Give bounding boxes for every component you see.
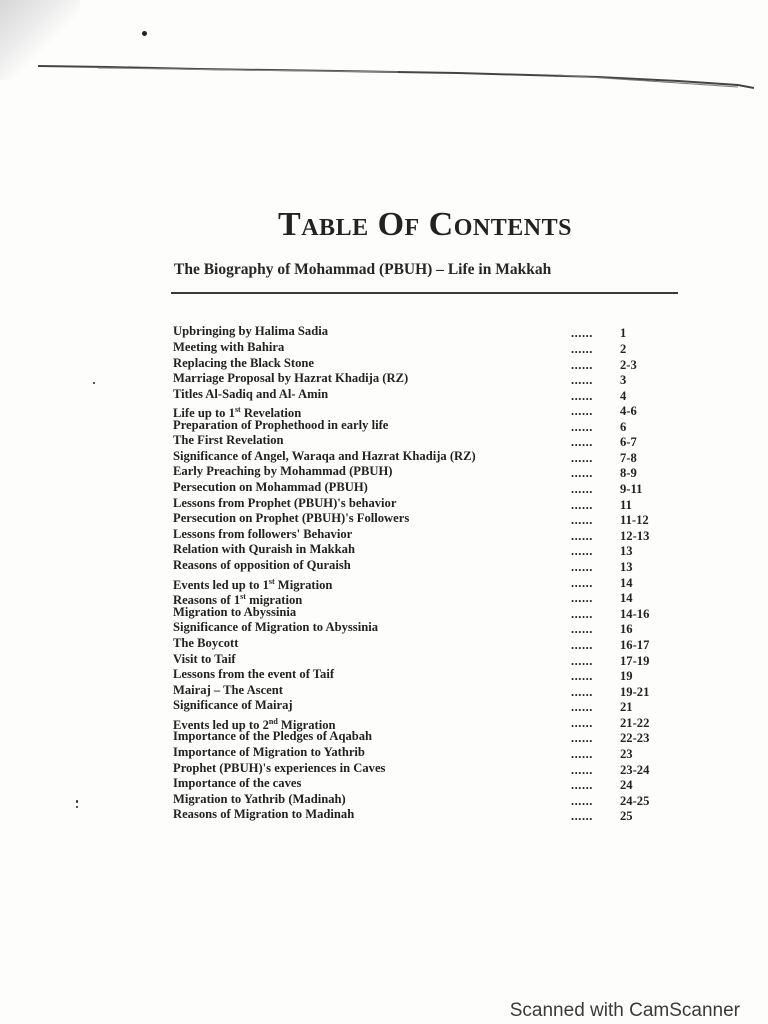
toc-entry <box>0 480 768 495</box>
toc-entry-page-number: 21-22 <box>620 716 650 730</box>
toc-entry-leader-dots: ...... <box>571 778 593 792</box>
toc-entry-page-number: 13 <box>620 544 633 558</box>
toc-entry-page-number: 4-6 <box>620 404 637 418</box>
toc-entry-title: Lessons from the event of Taif <box>173 667 335 681</box>
toc-entry-leader-dots: ...... <box>571 498 593 512</box>
toc-entry-page-number: 2-3 <box>620 358 637 372</box>
toc-entry-title: Importance of Migration to Yathrib <box>173 745 365 759</box>
toc-entry-leader-dots: ...... <box>571 622 593 636</box>
toc-entry-leader-dots: ...... <box>571 685 593 699</box>
toc-entry-leader-dots: ...... <box>571 420 593 434</box>
toc-entry-page-number: 16 <box>620 622 633 636</box>
toc-entry-leader-dots: ...... <box>571 435 593 449</box>
toc-entry-leader-dots: ...... <box>571 654 593 668</box>
toc-entry-page-number: 12-13 <box>620 529 650 543</box>
scan-edge-line <box>38 64 754 92</box>
toc-entry-title: Significance of Migration to Abyssinia <box>173 620 379 634</box>
toc-entry-leader-dots: ...... <box>571 404 593 418</box>
toc-entry-title: Significance of Angel, Waraqa and Hazrat Khadija (RZ) <box>173 449 476 463</box>
toc-entry-page-number: 24-25 <box>620 794 650 808</box>
toc-entry <box>0 605 768 620</box>
toc-entry-leader-dots: ...... <box>571 591 593 605</box>
toc-entry-page-number: 9-11 <box>620 482 643 496</box>
toc-entry <box>0 324 768 339</box>
toc-entry-title: Migration to Abyssinia <box>173 605 297 619</box>
page-title: Table Of Contents <box>278 206 572 243</box>
toc-entry <box>0 496 768 511</box>
toc-entry-leader-dots: ...... <box>571 482 593 496</box>
toc-entry-title: Persecution on Prophet (PBUH)'s Followers <box>173 511 410 525</box>
toc-entry-leader-dots: ...... <box>571 607 593 621</box>
toc-entry-leader-dots: ...... <box>571 794 593 808</box>
toc-entry-leader-dots: ...... <box>571 747 593 761</box>
toc-entry-page-number: 14 <box>620 576 633 590</box>
toc-entry-title: Life up to 1st Revelation <box>173 405 302 421</box>
toc-entry-title: Relation with Quraish in Makkah <box>173 542 355 556</box>
toc-entry-title: Reasons of 1st migration <box>173 592 303 608</box>
section-subtitle: The Biography of Mohammad (PBUH) – Life in Makkah <box>174 261 552 278</box>
toc-entry <box>0 558 768 573</box>
toc-entry <box>0 683 768 698</box>
toc-entry-title: Lessons from Prophet (PBUH)'s behavior <box>173 496 397 510</box>
toc-entry-page-number: 14 <box>620 591 633 605</box>
toc-entry-page-number: 22-23 <box>620 731 650 745</box>
toc-entry-title: Migration to Yathrib (Madinah) <box>173 792 346 806</box>
toc-entry-leader-dots: ...... <box>571 544 593 558</box>
toc-entry <box>0 776 768 791</box>
toc-entry-leader-dots: ...... <box>571 342 593 356</box>
toc-entry-page-number: 19 <box>620 669 633 683</box>
toc-entry <box>0 542 768 557</box>
toc-entry-title: Visit to Taif <box>173 652 236 666</box>
toc-entry <box>0 698 768 713</box>
toc-entry-title: Early Preaching by Mohammad (PBUH) <box>173 464 393 478</box>
toc-entry-page-number: 11-12 <box>620 513 649 527</box>
toc-entry <box>0 387 768 402</box>
toc-entry <box>0 449 768 464</box>
toc-entry-page-number: 8-9 <box>620 466 637 480</box>
toc-entry-title: Persecution on Mohammad (PBUH) <box>173 480 368 494</box>
toc-entry-page-number: 6-7 <box>620 435 637 449</box>
toc-entry-leader-dots: ...... <box>571 763 593 777</box>
toc-entry-page-number: 21 <box>620 700 633 714</box>
toc-entry-page-number: 11 <box>620 498 632 512</box>
toc-entry-title: Events led up to 1st Migration <box>173 577 333 593</box>
ordinal-suffix: st <box>234 405 241 414</box>
toc-entry-page-number: 23 <box>620 747 633 761</box>
toc-entry-title: Replacing the Black Stone <box>173 356 314 370</box>
toc-entry-title: Upbringing by Halima Sadia <box>173 324 329 338</box>
toc-entry <box>0 652 768 667</box>
toc-entry-title: Events led up to 2nd Migration <box>173 717 336 733</box>
toc-entry-page-number: 19-21 <box>620 685 650 699</box>
toc-entry-leader-dots: ...... <box>571 451 593 465</box>
toc-entry-title: Prophet (PBUH)'s experiences in Caves <box>173 761 386 775</box>
toc-entry-leader-dots: ...... <box>571 373 593 387</box>
toc-entry-leader-dots: ...... <box>571 358 593 372</box>
toc-entry <box>0 807 768 822</box>
toc-entry-title: Lessons from followers' Behavior <box>173 527 353 541</box>
toc-entry-leader-dots: ...... <box>571 731 593 745</box>
toc-entry <box>0 402 768 421</box>
toc-entry-page-number: 1 <box>620 326 627 340</box>
toc-entry <box>0 340 768 355</box>
toc-entry-title: The Boycott <box>173 636 239 650</box>
toc-entry-page-number: 2 <box>620 342 627 356</box>
toc-entry-leader-dots: ...... <box>571 529 593 543</box>
toc-entry <box>0 620 768 635</box>
toc-entry-leader-dots: ...... <box>571 809 593 823</box>
toc-entry-title: Importance of the caves <box>173 776 302 790</box>
toc-entry-title: Mairaj – The Ascent <box>173 683 283 697</box>
toc-entry <box>0 729 768 744</box>
toc-entry-leader-dots: ...... <box>571 638 593 652</box>
toc-entry-page-number: 23-24 <box>620 763 650 777</box>
toc-entry-title: Importance of the Pledges of Aqabah <box>173 729 373 743</box>
subtitle-underline <box>171 292 678 294</box>
toc-entry-leader-dots: ...... <box>571 326 593 340</box>
toc-entry <box>0 356 768 371</box>
toc-entry <box>0 589 768 608</box>
toc-entry-page-number: 6 <box>620 420 627 434</box>
toc-entry-title: Meeting with Bahira <box>173 340 285 354</box>
scan-speck <box>142 31 147 36</box>
toc-entry-title: Reasons of opposition of Quraish <box>173 558 351 572</box>
toc-entry-page-number: 24 <box>620 778 633 792</box>
scanner-watermark: Scanned with CamScanner <box>509 1000 740 1021</box>
ordinal-suffix: st <box>268 577 275 586</box>
toc-entry <box>0 511 768 526</box>
toc-entry-page-number: 16-17 <box>620 638 650 652</box>
toc-entry-leader-dots: ...... <box>571 513 593 527</box>
toc-entry-title: Preparation of Prophethood in early life <box>173 418 389 432</box>
toc-entry-title: Titles Al-Sadiq and Al- Amin <box>173 387 329 401</box>
toc-entry <box>0 418 768 433</box>
toc-entry <box>0 371 768 386</box>
toc-entry-page-number: 4 <box>620 389 627 403</box>
toc-entry <box>0 792 768 807</box>
toc-entry-leader-dots: ...... <box>571 466 593 480</box>
toc-entry-page-number: 17-19 <box>620 654 650 668</box>
toc-entry-title: Significance of Mairaj <box>173 698 293 712</box>
ordinal-suffix: st <box>240 592 246 601</box>
toc-entry <box>0 574 768 593</box>
toc-entry-title: The First Revelation <box>173 433 284 447</box>
toc-entry-page-number: 3 <box>620 373 627 387</box>
toc-entry-leader-dots: ...... <box>571 389 593 403</box>
toc-entry-page-number: 13 <box>620 560 633 574</box>
toc-entry <box>0 745 768 760</box>
toc-entry-leader-dots: ...... <box>571 700 593 714</box>
toc-entry-leader-dots: ...... <box>571 576 593 590</box>
toc-entry-leader-dots: ...... <box>571 716 593 730</box>
toc-entry-title: Marriage Proposal by Hazrat Khadija (RZ) <box>173 371 409 385</box>
toc-entry <box>0 433 768 448</box>
toc-entry-leader-dots: ...... <box>571 560 593 574</box>
toc-entry <box>0 636 768 651</box>
toc-entry <box>0 761 768 776</box>
toc-entry-page-number: 25 <box>620 809 633 823</box>
toc-entry <box>0 667 768 682</box>
toc-entry-page-number: 14-16 <box>620 607 650 621</box>
toc-entry-leader-dots: ...... <box>571 669 593 683</box>
toc-entry <box>0 464 768 479</box>
toc-entry <box>0 714 768 733</box>
toc-entry-title: Reasons of Migration to Madinah <box>173 807 355 821</box>
ordinal-suffix: nd <box>268 717 278 726</box>
toc-entry <box>0 527 768 542</box>
toc-entry-page-number: 7-8 <box>620 451 637 465</box>
